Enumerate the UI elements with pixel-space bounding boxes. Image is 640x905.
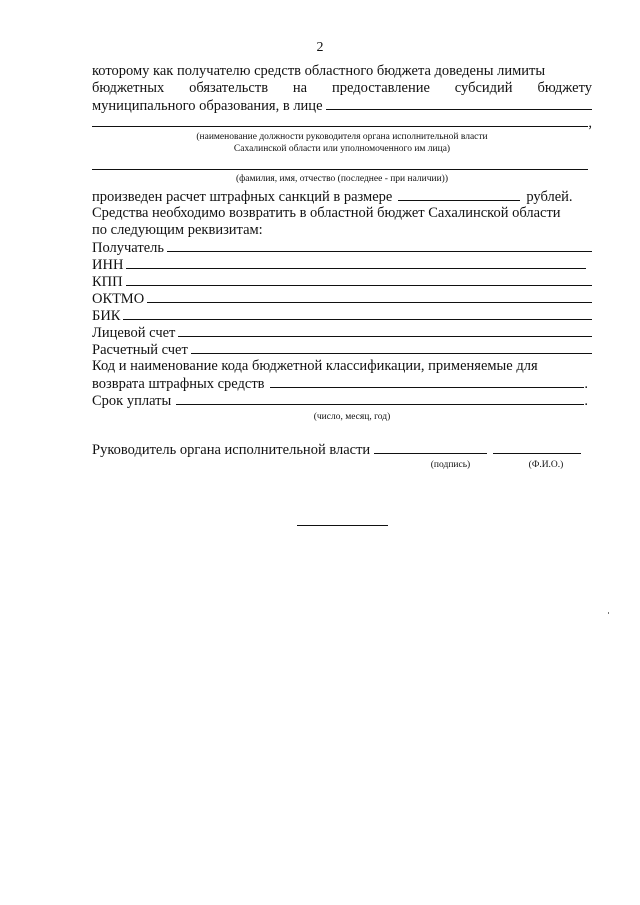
- intro-word: бюджетных: [92, 80, 165, 96]
- kbk-field[interactable]: [270, 375, 585, 388]
- penalty-currency: рублей.: [526, 189, 573, 205]
- requisite-field[interactable]: [123, 307, 592, 320]
- intro-line-3-text: муниципального образования, в лице: [92, 98, 323, 114]
- caption-position: [92, 131, 592, 155]
- intro-word: предоставление: [332, 80, 430, 96]
- requisite-field[interactable]: [147, 290, 592, 303]
- deadline-end: .: [584, 393, 588, 409]
- caption-deadline: (число, месяц, год): [313, 412, 391, 422]
- requisite-label: Получатель: [92, 240, 164, 256]
- requisite-bik: [92, 307, 592, 325]
- fio-field[interactable]: [92, 169, 588, 170]
- caption-signature-name: (Ф.И.О.): [528, 460, 564, 470]
- caption-fio: (фамилия, имя, отчество (последнее - при наличии)): [235, 174, 449, 184]
- intro-word: бюджету: [537, 80, 592, 96]
- deadline-line: [92, 392, 588, 410]
- requisite-kpp: [92, 273, 592, 291]
- requisite-recipient: [92, 239, 592, 257]
- requisite-field[interactable]: [126, 273, 592, 286]
- requisite-oktmo: [92, 290, 592, 308]
- intro-word: субсидий: [454, 80, 513, 96]
- requisite-field[interactable]: [126, 256, 586, 269]
- intro-line-1: которому как получателю средств областного бюджета доведены лимиты: [92, 63, 546, 79]
- penalty-line: [92, 188, 592, 206]
- requisite-label: Лицевой счет: [92, 325, 176, 341]
- signature-label: Руководитель органа исполнительной власти: [92, 442, 371, 458]
- page-number: 2: [316, 40, 324, 55]
- requisite-label: ИНН: [92, 257, 124, 273]
- requisite-label: БИК: [92, 308, 121, 324]
- penalty-amount-field[interactable]: [398, 188, 520, 201]
- position-field-start[interactable]: [326, 97, 592, 110]
- requisite-field[interactable]: [191, 341, 592, 354]
- intro-line-2: [92, 80, 592, 97]
- intro-line-3: [92, 97, 592, 115]
- signature-field[interactable]: [374, 441, 487, 454]
- caption-position-line-1: (наименование должности руководителя органа исполнительной власти: [196, 132, 488, 142]
- kbk-line-1: Код и наименование кода бюджетной классификации, применяемые для: [92, 358, 538, 374]
- intro-line-4: [92, 114, 592, 132]
- caption-signature: (подпись): [430, 460, 471, 470]
- signature-name-field[interactable]: [493, 441, 581, 454]
- deadline-label: Срок уплаты: [92, 393, 172, 409]
- penalty-text: произведен расчет штрафных санкций в размере: [92, 189, 393, 205]
- caption-position-line-2: Сахалинской области или уполномоченного им лица): [233, 144, 451, 154]
- requisite-personal-account: [92, 324, 592, 342]
- kbk-end: .: [584, 376, 588, 392]
- requisite-label: Расчетный счет: [92, 342, 188, 358]
- requisite-inn: [92, 256, 586, 274]
- requisite-field[interactable]: [178, 324, 592, 337]
- kbk-label: возврата штрафных средств: [92, 376, 265, 392]
- return-line-1: Средства необходимо возвратить в областной бюджет Сахалинской области: [92, 205, 561, 221]
- requisite-field[interactable]: [167, 239, 592, 252]
- position-field[interactable]: [92, 114, 588, 127]
- signature-line: [92, 441, 592, 459]
- scan-speck: [608, 612, 609, 614]
- kbk-line-2: [92, 375, 588, 393]
- requisite-label: КПП: [92, 274, 123, 290]
- comma: ,: [588, 115, 592, 131]
- intro-word: обязательств: [189, 80, 269, 96]
- end-separator: [297, 525, 388, 526]
- deadline-field[interactable]: [176, 392, 584, 405]
- requisite-settlement-account: [92, 341, 592, 359]
- requisite-label: ОКТМО: [92, 291, 145, 307]
- intro-word: на: [292, 80, 308, 96]
- return-line-2: по следующим реквизитам:: [92, 222, 263, 238]
